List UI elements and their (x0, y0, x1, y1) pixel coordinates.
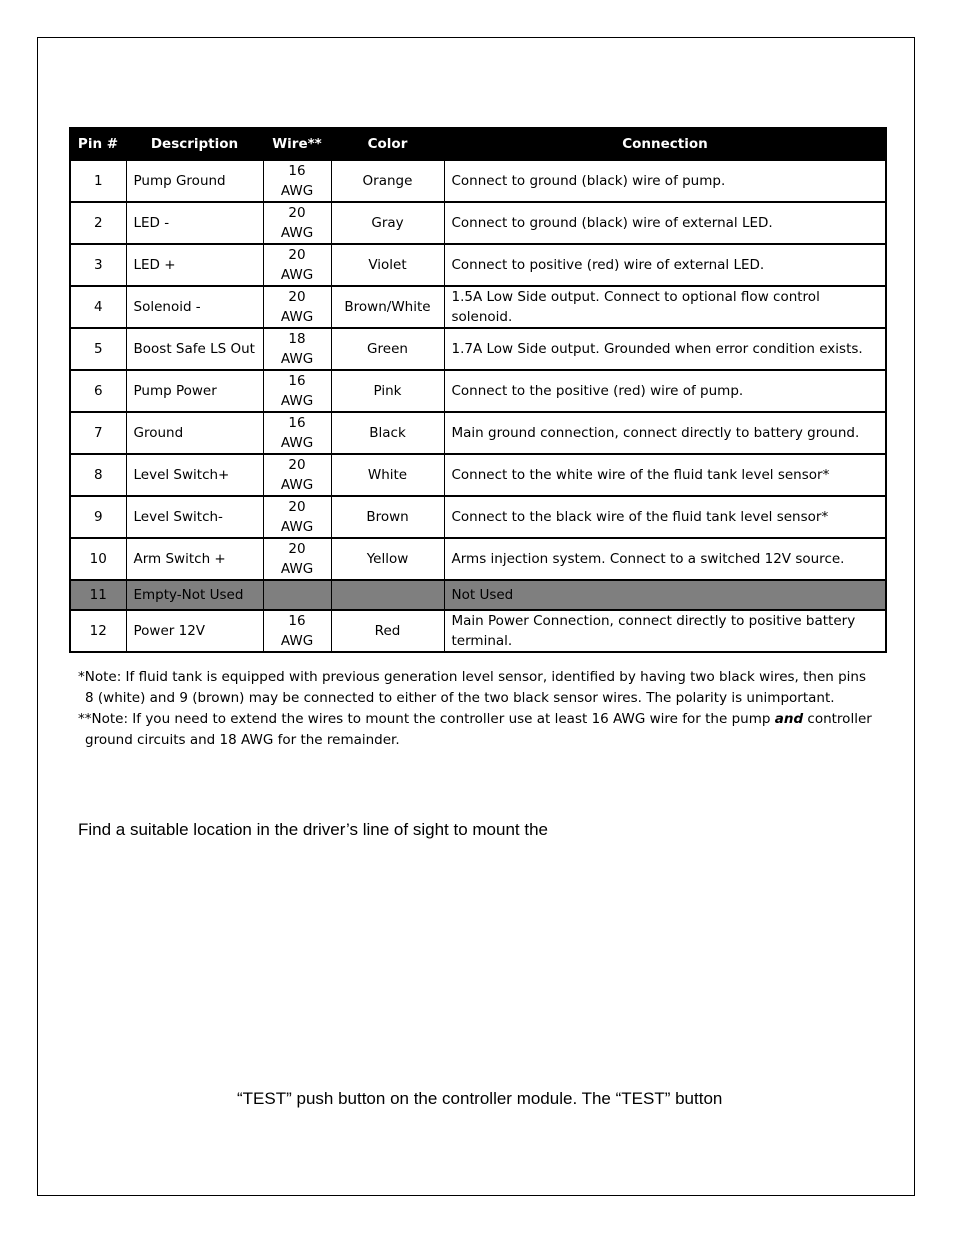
cell-connection: 1.5A Low Side output. Connect to optional flow control solenoid. (444, 286, 886, 328)
header-pin: Pin # (70, 128, 126, 160)
cell-color: Brown/White (331, 286, 444, 328)
cell-wire (263, 580, 331, 610)
wire-unit: AWG (280, 309, 314, 325)
wire-gauge: 20 (288, 457, 306, 473)
cell-wire (263, 202, 331, 244)
table-row (70, 160, 886, 202)
body-paragraph-test-button: “TEST” push button on the controller module. The “TEST” button (237, 1089, 723, 1108)
cell-connection: Not Used (444, 580, 886, 610)
cell-description: Boost Safe LS Out (126, 328, 263, 370)
cell-description: Level Switch- (126, 496, 263, 538)
header-connection: Connection (444, 128, 886, 160)
cell-pin: 6 (70, 370, 126, 412)
note-wire-extension (78, 709, 878, 751)
cell-pin: 11 (70, 580, 126, 610)
wire-unit: AWG (280, 477, 314, 493)
wire-unit: AWG (280, 351, 314, 367)
cell-connection: Arms injection system. Connect to a switched 12V source. (444, 538, 886, 580)
cell-pin: 4 (70, 286, 126, 328)
table-row (70, 538, 886, 580)
cell-wire (263, 454, 331, 496)
wire-gauge: 20 (288, 289, 306, 305)
cell-color: Brown (331, 496, 444, 538)
cell-description: LED - (126, 202, 263, 244)
wire-unit: AWG (280, 519, 314, 535)
table-row (70, 328, 886, 370)
cell-connection: Connect to the white wire of the fluid tank level sensor* (444, 454, 886, 496)
wire-gauge: 16 (288, 373, 306, 389)
cell-wire (263, 610, 331, 652)
table-row (70, 412, 886, 454)
wire-gauge: 20 (288, 205, 306, 221)
cell-description: Empty-Not Used (126, 580, 263, 610)
cell-color (331, 580, 444, 610)
note2-text-after: controller ground circuits and 18 AWG for the remainder. (85, 711, 872, 748)
cell-connection: Connect to ground (black) wire of pump. (444, 160, 886, 202)
cell-connection: Connect to the positive (red) wire of pump. (444, 370, 886, 412)
cell-connection: Connect to ground (black) wire of external LED. (444, 202, 886, 244)
cell-color: White (331, 454, 444, 496)
cell-pin: 1 (70, 160, 126, 202)
cell-wire (263, 160, 331, 202)
wire-gauge: 18 (288, 331, 306, 347)
wire-unit: AWG (280, 267, 314, 283)
cell-wire (263, 328, 331, 370)
cell-color: Gray (331, 202, 444, 244)
note2-emphasis: and (774, 711, 804, 727)
table-row-unused (70, 580, 886, 610)
cell-description: Solenoid - (126, 286, 263, 328)
note-level-sensor: *Note: If fluid tank is equipped with previous generation level sensor, identified by having two black wires, then pins 8 (white) and 9 (brown) may be connected to either of the two black sensor wires. The polarity is unimportant. (78, 669, 867, 706)
cell-pin: 12 (70, 610, 126, 652)
wire-gauge: 20 (288, 247, 306, 263)
wire-gauge: 16 (288, 163, 306, 179)
cell-wire (263, 496, 331, 538)
wire-unit: AWG (280, 561, 314, 577)
table-row (70, 286, 886, 328)
note2-text-before: **Note: If you need to extend the wires to mount the controller use at least 16 AWG wire for the pump (78, 711, 775, 727)
cell-description: Arm Switch + (126, 538, 263, 580)
table-row (70, 496, 886, 538)
header-description: Description (126, 128, 263, 160)
table-row (70, 244, 886, 286)
table-row (70, 370, 886, 412)
cell-color: Green (331, 328, 444, 370)
wire-unit: AWG (280, 225, 314, 241)
cell-pin: 3 (70, 244, 126, 286)
cell-description: LED + (126, 244, 263, 286)
cell-connection: Connect to the black wire of the fluid tank level sensor* (444, 496, 886, 538)
cell-pin: 2 (70, 202, 126, 244)
cell-description: Level Switch+ (126, 454, 263, 496)
cell-description: Ground (126, 412, 263, 454)
body-paragraph-mount-location: Find a suitable location in the driver’s line of sight to mount the (78, 820, 548, 839)
cell-description: Power 12V (126, 610, 263, 652)
table-notes (78, 667, 878, 751)
cell-pin: 5 (70, 328, 126, 370)
cell-wire (263, 370, 331, 412)
table-header-row (70, 128, 886, 160)
header-wire: Wire** (263, 128, 331, 160)
wire-gauge: 16 (288, 613, 306, 629)
cell-connection: 1.7A Low Side output. Grounded when error condition exists. (444, 328, 886, 370)
cell-pin: 7 (70, 412, 126, 454)
wire-gauge: 16 (288, 415, 306, 431)
cell-pin: 8 (70, 454, 126, 496)
wire-unit: AWG (280, 435, 314, 451)
cell-wire (263, 538, 331, 580)
cell-color: Red (331, 610, 444, 652)
cell-color: Violet (331, 244, 444, 286)
cell-color: Black (331, 412, 444, 454)
cell-description: Pump Ground (126, 160, 263, 202)
cell-connection: Main Power Connection, connect directly to positive battery terminal. (444, 610, 886, 652)
table-row (70, 454, 886, 496)
cell-wire (263, 286, 331, 328)
cell-description: Pump Power (126, 370, 263, 412)
wire-gauge: 20 (288, 541, 306, 557)
header-color: Color (331, 128, 444, 160)
cell-color: Pink (331, 370, 444, 412)
cell-wire (263, 244, 331, 286)
table-row (70, 202, 886, 244)
cell-pin: 10 (70, 538, 126, 580)
cell-connection: Connect to positive (red) wire of external LED. (444, 244, 886, 286)
cell-pin: 9 (70, 496, 126, 538)
pinout-table (69, 127, 887, 653)
cell-connection: Main ground connection, connect directly to battery ground. (444, 412, 886, 454)
cell-color: Orange (331, 160, 444, 202)
table-row (70, 610, 886, 652)
cell-wire (263, 412, 331, 454)
wire-gauge: 20 (288, 499, 306, 515)
cell-color: Yellow (331, 538, 444, 580)
wire-unit: AWG (280, 633, 314, 649)
wire-unit: AWG (280, 183, 314, 199)
wire-unit: AWG (280, 393, 314, 409)
